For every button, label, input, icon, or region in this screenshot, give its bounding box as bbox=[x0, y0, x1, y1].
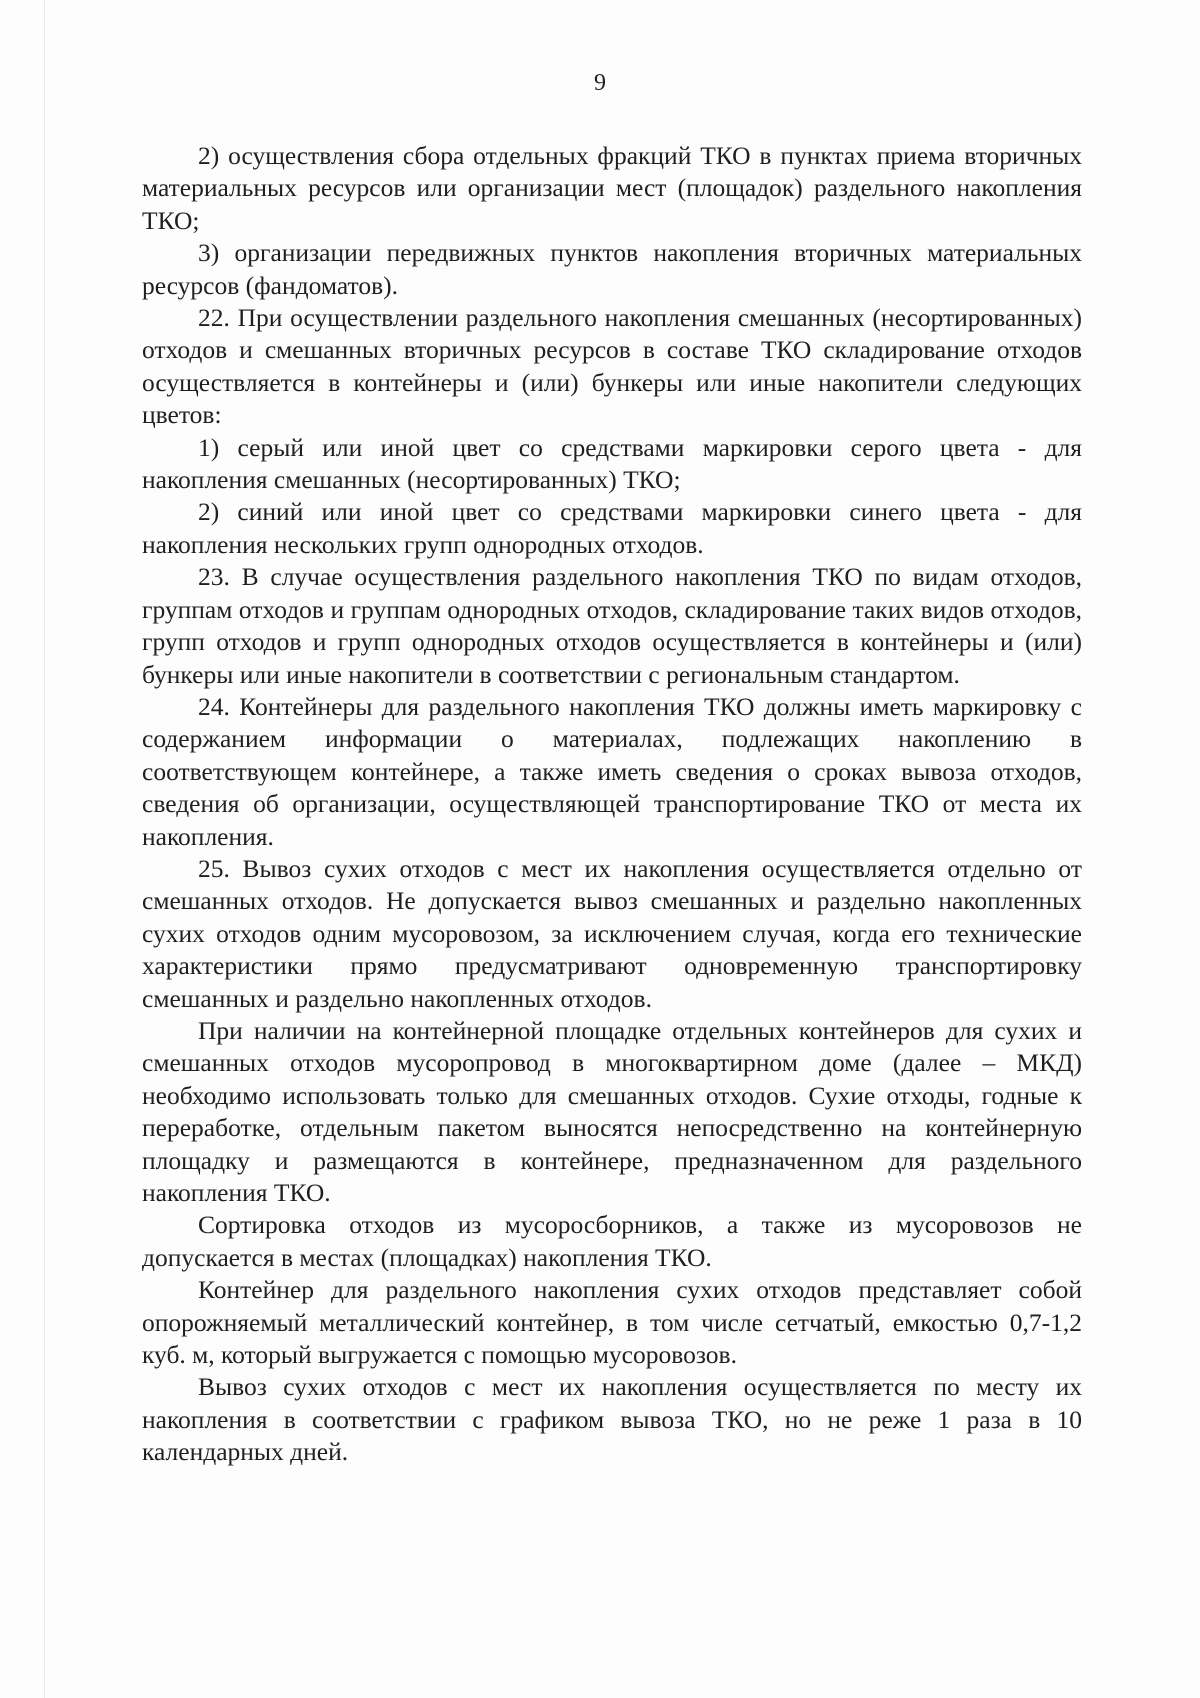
paragraph-mkd: При наличии на контейнерной площадке отдельных контейнеров для сухих и смешанных отходов мусоропровод в многоквартирном доме (далее – МКД) необходимо использовать только для смешанных отходов. Сухие отходы, годные к переработке, отдельным пакетом выносятся непосредственно на контейнерную площадку и размещаются в контейнере, предназначенном для раздельного накопления ТКО. bbox=[142, 1015, 1082, 1207]
paragraph-container: Контейнер для раздельного накопления сухих отходов представляет собой опорожняемый металлический контейнер, в том числе сетчатый, емкостью 0,7-1,2 куб. м, который выгружается с помощью мусоровозов. bbox=[142, 1275, 1082, 1370]
paragraph-23: 23. В случае осуществления раздельного накопления ТКО по видам отходов, группам отходов и группам однородных отходов, складирование таких видов отходов, групп отходов и групп однородных отходов осуществляется в контейнеры и (или) бункеры или иные накопители в соответствии с региональным стандартом. bbox=[142, 562, 1082, 689]
paragraph-item-2: 2) осуществления сбора отдельных фракций ТКО в пунктах приема вторичных материальных ресурсов или организации мест (площадок) раздельного накопления ТКО; bbox=[142, 141, 1082, 235]
paragraph-22-item-1: 1) серый или иной цвет со средствами маркировки серого цвета - для накопления смешанных (несортированных) ТКО; bbox=[142, 432, 1082, 495]
paragraph-item-3: 3) организации передвижных пунктов накопления вторичных материальных ресурсов (фандоматов). bbox=[142, 238, 1082, 300]
document-body bbox=[142, 140, 1082, 1469]
paragraph-24: 24. Контейнеры для раздельного накопления ТКО должны иметь маркировку с содержанием информации о материалах, подлежащих накоплению в соответствующем контейнере, а также иметь сведения о сроках вывоза отходов, сведения об организации, осуществляющей транспортирование ТКО от места их накопления. bbox=[142, 691, 1082, 851]
page-number: 9 bbox=[594, 70, 606, 96]
paragraph-22-item-2: 2) синий или иной цвет со средствами маркировки синего цвета - для накопления нескольких групп однородных отходов. bbox=[142, 497, 1082, 559]
scan-edge-line bbox=[44, 0, 45, 1698]
paragraph-25: 25. Вывоз сухих отходов с мест их накопления осуществляется отдельно от смешанных отходов. Не допускается вывоз смешанных и раздельно накопленных сухих отходов одним мусоровозом, за исключением случая, когда его технические характеристики прямо предусматривают одновременную транспортировку смешанных и раздельно накопленных отходов. bbox=[142, 853, 1082, 1013]
paragraph-removal-schedule: Вывоз сухих отходов с мест их накопления осуществляется по месту их накопления в соответствии с графиком вывоза ТКО, но не реже 1 раза в 10 календарных дней. bbox=[142, 1372, 1082, 1467]
paragraph-sorting: Сортировка отходов из мусоросборников, а также из мусоровозов не допускается в местах (площадках) накопления ТКО. bbox=[142, 1210, 1082, 1272]
paragraph-22: 22. При осуществлении раздельного накопления смешанных (несортированных) отходов и смешанных вторичных ресурсов в составе ТКО складирование отходов осуществляется в контейнеры и (или) бункеры или иные накопители следующих цветов: bbox=[142, 303, 1082, 430]
